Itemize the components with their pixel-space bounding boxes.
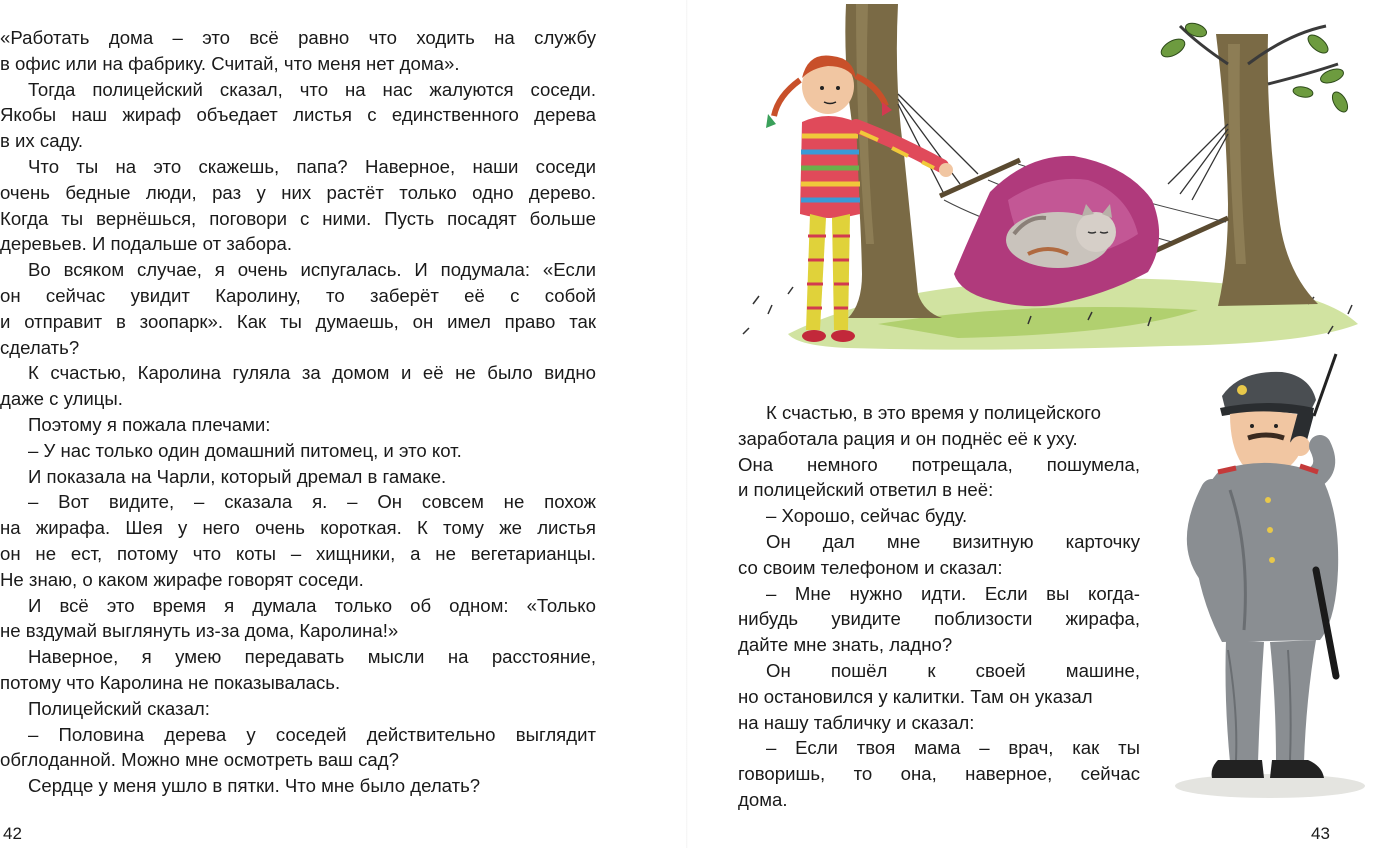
text-line: И всё это время я думала только об одном: «Только	[28, 594, 596, 616]
text-line: «Работать дома – это всё равно что ходить на службу	[0, 27, 596, 48]
page-number: 43	[1311, 824, 1330, 843]
right-page	[688, 0, 1375, 848]
text-line: деревьев. И подальше от забора.	[0, 233, 292, 255]
text-line: он не ест, потому что коты – хищники, а не вегетарианцы.	[0, 542, 596, 564]
text-line: Сердце у меня ушло в пятки. Что мне было делать?	[28, 775, 481, 797]
text-line: Во всяком случае, я очень испугалась. И подумала: «Если	[28, 259, 596, 281]
text-line: потому что Каролина не показывалась.	[0, 671, 341, 693]
right-page-text	[738, 400, 1140, 813]
text-line: дайте мне знать, ладно?	[738, 634, 953, 656]
text-line: в их саду.	[0, 130, 83, 152]
text-line: и полицейский ответил в неё:	[738, 479, 994, 501]
text-line: не вздумай выглянуть из-за дома, Каролина!»	[0, 620, 399, 642]
text-line: на нашу табличку и сказал:	[738, 711, 975, 733]
text-line: – Мне нужно идти. Если вы когда-	[766, 582, 1140, 604]
text-line: Полицейский сказал:	[28, 697, 210, 719]
text-line: – Хорошо, сейчас буду.	[766, 505, 968, 527]
text-line: – Если твоя мама – врач, как ты	[766, 737, 1140, 759]
text-line: Поэтому я пожала плечами:	[28, 413, 271, 435]
text-line: – Вот видите, – сказала я. – Он совсем не похож	[28, 491, 596, 513]
policeman-illustration	[1160, 350, 1370, 800]
text-line: обглоданной. Можно мне осмотреть ваш сад?	[0, 749, 399, 771]
text-line: нибудь увидите поблизости жирафа,	[738, 608, 1140, 630]
text-line: и отправит в зоопарк». Как ты думаешь, он имел право так	[0, 310, 596, 332]
text-line: Она немного потрещала, пошумела,	[738, 453, 1140, 475]
text-line: сделать?	[0, 336, 80, 358]
text-line: И показала на Чарли, который дремал в гамаке.	[28, 465, 447, 487]
text-line: Наверное, я умею передавать мысли на расстояние,	[28, 646, 596, 668]
text-line: на жирафа. Шея у него очень короткая. К тому же листья	[0, 517, 596, 539]
text-line: Не знаю, о каком жирафе говорят соседи.	[0, 568, 364, 590]
text-line: но остановился у калитки. Там он указал	[738, 685, 1093, 707]
text-line: Когда ты вернёшься, поговори с ними. Пусть посадят больше	[0, 207, 596, 229]
text-line: Что ты на это скажешь, папа? Наверное, наши соседи	[28, 155, 596, 177]
text-line: – Половина дерева у соседей действительно выглядит	[28, 723, 596, 745]
text-line: в офис или на фабрику. Считай, что меня нет дома».	[0, 52, 460, 74]
text-line: со своим телефоном и сказал:	[738, 556, 1003, 578]
text-line: К счастью, Каролина гуляла за домом и её не было видно	[28, 362, 596, 384]
text-line: говоришь, то она, наверное, сейчас	[738, 763, 1140, 785]
text-line: дома.	[738, 788, 788, 810]
text-line: даже с улицы.	[0, 388, 123, 410]
page-number: 42	[3, 824, 22, 843]
text-line: – У нас только один домашний питомец, и это кот.	[28, 439, 462, 461]
text-line: Он дал мне визитную карточку	[766, 530, 1140, 552]
text-line: заработала рация и он поднёс её к уху.	[738, 427, 1078, 449]
text-line: Тогда полицейский сказал, что на нас жалуются соседи.	[28, 78, 596, 100]
text-line: он сейчас увидит Каролину, то заберёт её с собой	[0, 284, 596, 306]
text-line: очень бедные люди, раз у них растёт только одно дерево.	[0, 181, 596, 203]
left-page-text	[0, 25, 596, 799]
text-line: К счастью, в это время у полицейского	[766, 402, 1101, 423]
hammock-illustration	[728, 4, 1368, 356]
text-line: Он пошёл к своей машине,	[766, 659, 1140, 681]
text-line: Якобы наш жираф объедает листья с единственного дерева	[0, 104, 596, 126]
